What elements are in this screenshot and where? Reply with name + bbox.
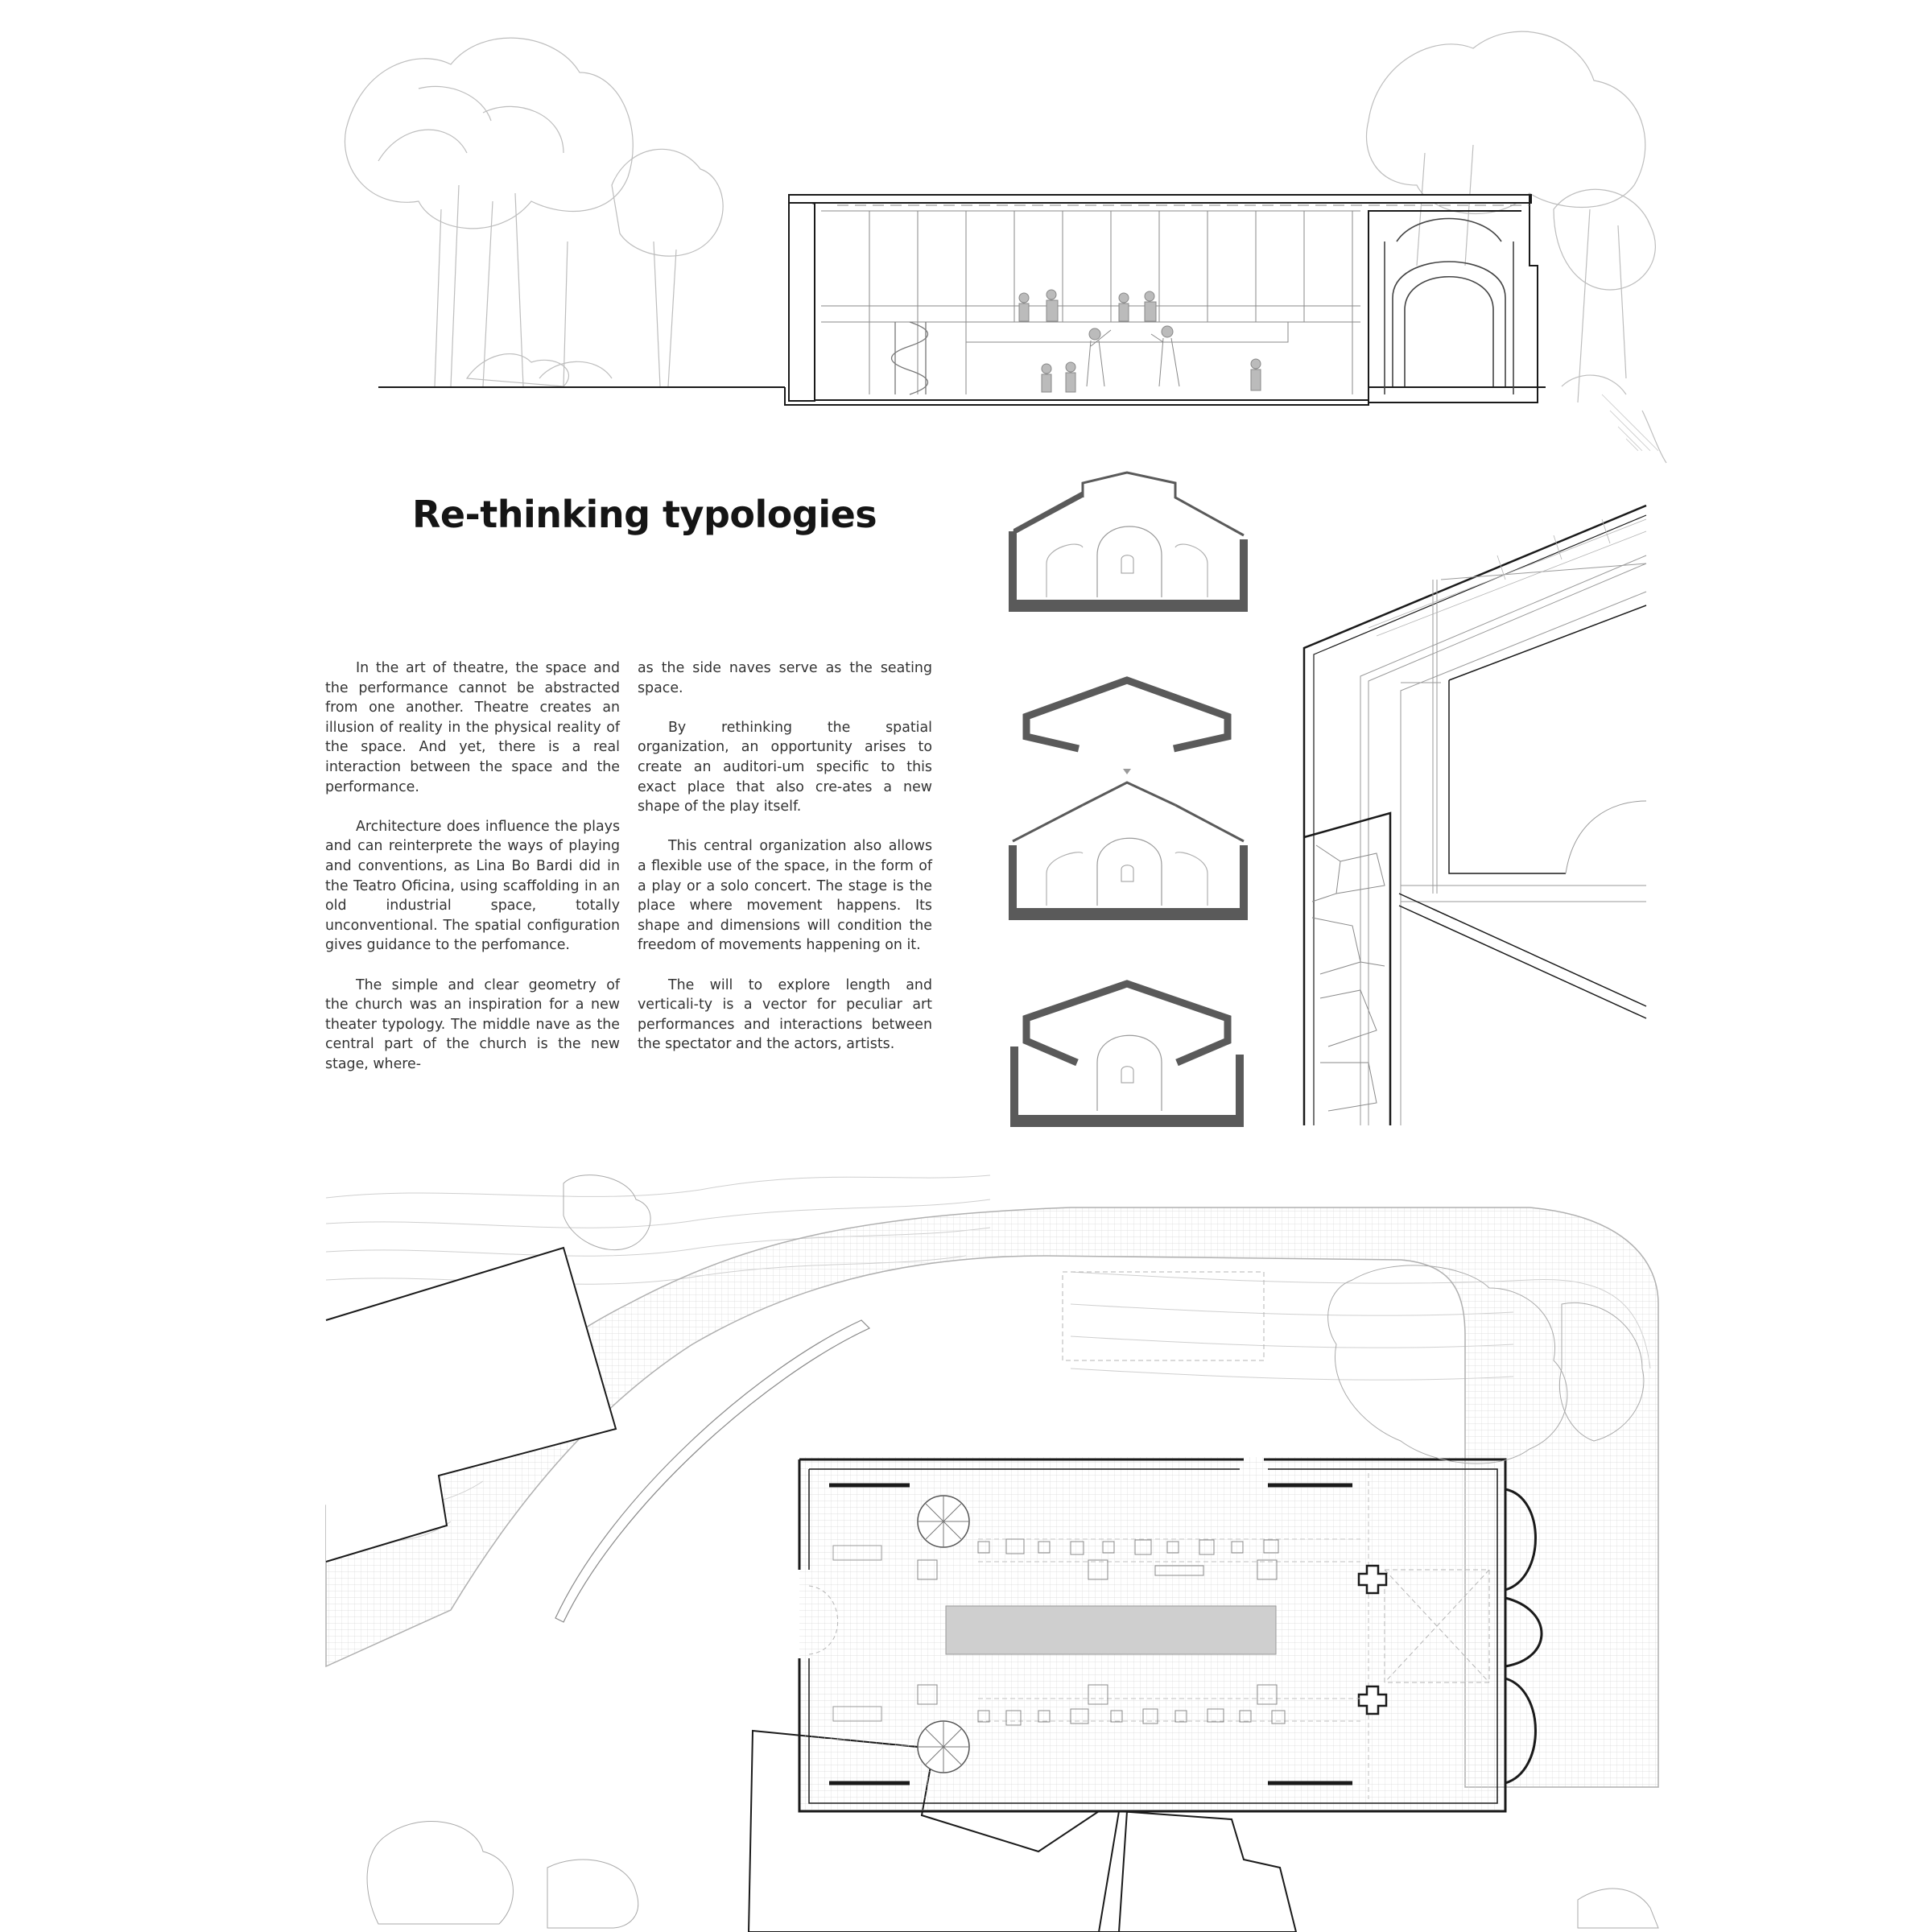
paragraph: By rethinking the spatial organization, an opportunity arises to create an auditori-um specific to this exact place that also cre-ates a new shape of the play itself.	[638, 719, 932, 815]
paragraph: The will to explore length and verticali-ty is a vector for peculiar art performances and interactions between the spectator and the actors, artists.	[638, 976, 932, 1053]
paragraph: This central organization also allows a flexible use of the space, in the form of a play or a solo concert. The stage is the place where movement happens. Its shape and dimensions will condition the freedom of movements happening on it.	[638, 838, 932, 954]
church-plan	[799, 1457, 1542, 1811]
paragraph: In the art of theatre, the space and the performance cannot be abstracted from one another. Theatre creates an illusion of reality in the physical reality of the space. And yet, there is a real interaction between the space and the performance.	[325, 660, 620, 795]
paragraph: The simple and clear geometry of the church was an inspiration for a new theater typology. The middle nave as the central part of the church is the new stage, where-	[325, 976, 620, 1072]
page-title: Re-thinking typologies	[412, 493, 877, 536]
terrace-area	[1063, 1272, 1264, 1360]
paragraph: as the side naves serve as the seating space.	[638, 660, 932, 696]
paragraph: Architecture does influence the plays and can reinterprete the ways of playing and conventions, as Lina Bo Bardi did in the Teatro Oficina, using scaffolding in an old industrial space, totally unconventional. The spatial configuration gives guidance to the perfomance.	[325, 818, 620, 954]
